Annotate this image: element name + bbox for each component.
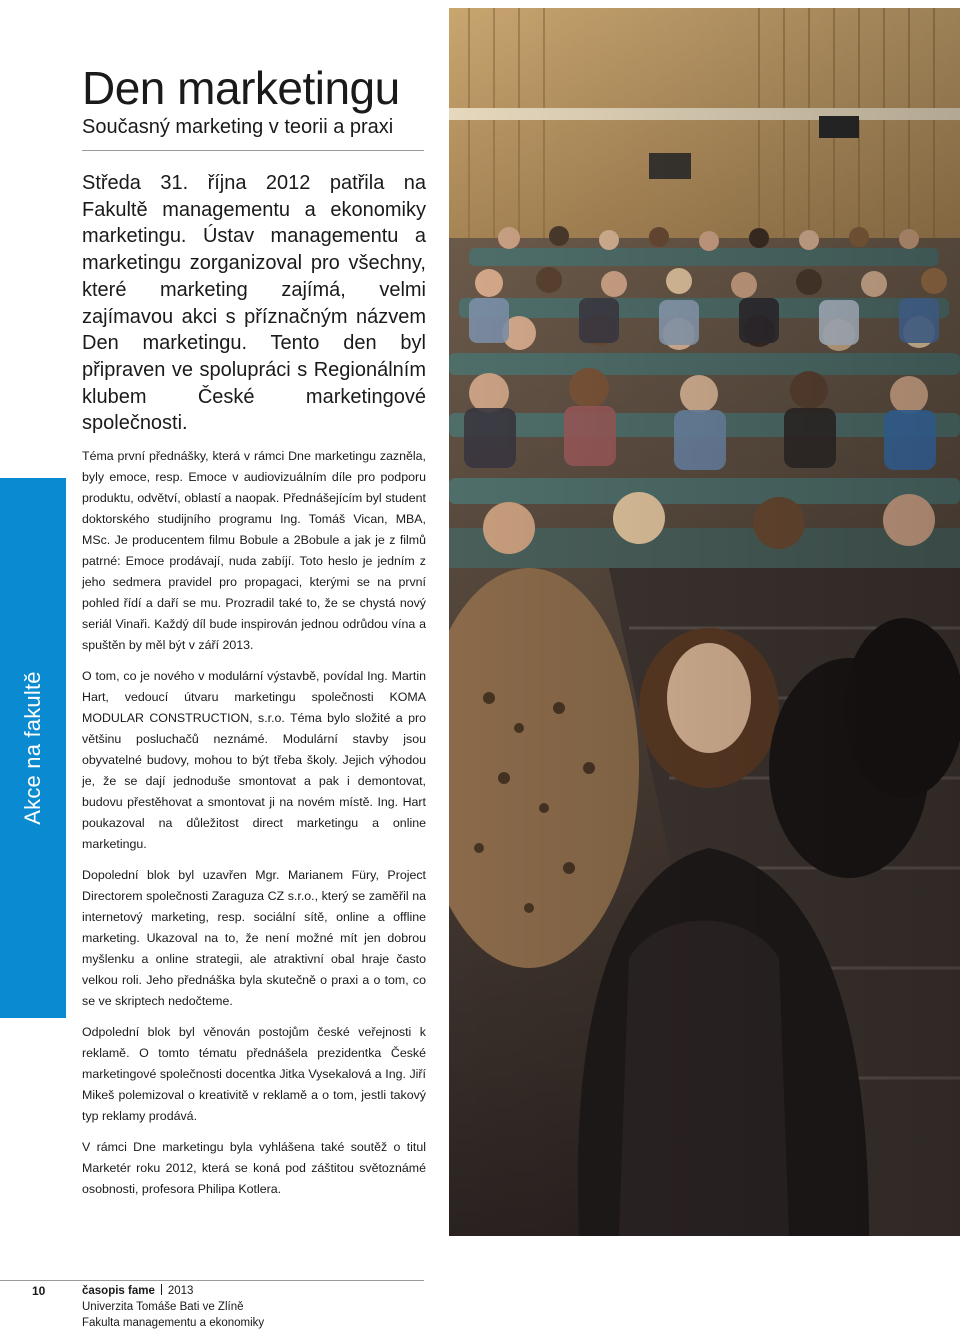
section-tab [0,478,66,1018]
article-body [82,446,426,1210]
body-paragraph: Téma první přednášky, která v rámci Dne marketingu zazněla, byly emoce, resp. Emoce v audiovizuálním díle pro podporu produktu, odvětví, oblastí a naopak. Přednášejícím byl student doktorského studijního programu Ing. Tomáš Vican, MBA, MSc. Je producentem filmu Bobule a 2Bobule a jak je z filmů patrné: Emoce prodávají, nuda zabíjí. Toto heslo je jedním z jeho sedmera pravidel pro propagaci, kterými se na první pohled řídí a daří se mu. Prozradil také to, že se chystá nový seriál Vinaři. Každý díl bude inspirován jednou odrůdou vína a spuštěn by měl být v září 2013. [82,449,426,652]
title-divider [82,150,424,151]
body-paragraph: Dopolední blok byl uzavřen Mgr. Marianem Füry, Project Directorem společnosti Zaraguza CZ s.r.o., který se zaměřil na internetový marketing, resp. sociální sítě, online a offline marketing. Ukazoval na to, že není možné mít jen dobrou myšlenku a online strategii, ale atraktivní obal hraje často velkou roli. Jeho přednáška byla skutečně o praxi a o tom, co se ve skriptech nedočteme. [82,868,426,1008]
body-paragraph: O tom, co je nového v modulární výstavbě, povídal Ing. Martin Hart, vedoucí útvaru marketingu společnosti KOMA MODULAR CONSTRUCTION, s.r.o. Téma bylo složité a pro většinu posluchačů neznámé. Modulární stavby jsou obyvatelné budovy, mohou to být třeba školy. Jejich výhodou je, že se dají jednoduše smontovat a pak i demontovat, budovu přestěhovat a smontovat ji na novém místě. Ing. Hart poukazoval na důležitost direct marketingu a online marketingu. [82,669,426,851]
page-number: 10 [32,1284,46,1298]
lead-paragraph: Středa 31. října 2012 patřila na Fakultě managementu a ekonomiky marketingu. Ústav managementu a marketingu zorganizoval pro všechny, které marketing zajímá, velmi zajímavou akci s příznačným názvem Den marketingu. Tento den byl připraven ve spolupráci s Regionálním klubem České marketingové společnosti. [82,172,426,435]
section-tab-label: Akce na fakultě [20,671,45,825]
footer [82,1283,264,1331]
footer-masthead [82,1283,264,1299]
magazine-year: 2013 [167,1285,194,1297]
footer-divider [0,1280,424,1281]
university-name: Univerzita Tomáše Bati ve Zlíně [82,1301,244,1313]
article-title: Den marketingu [82,62,400,114]
article-subtitle: Současný marketing v teorii a praxi [82,116,394,138]
body-paragraph: V rámci Dne marketingu byla vyhlášena také soutěž o titul Marketér roku 2012, která se koná pod záštitou světoznámé osobnosti, profesora Philipa Kotlera. [82,1140,426,1196]
footer-separator [161,1284,162,1295]
body-paragraph: Odpolední blok byl věnován postojům české veřejnosti k reklamě. O tomto tématu přednášela prezidentka České marketingové společnosti docentka Jitka Vysekalová a Ing. Jiří Mikeš polemizoval o kreativitě v reklamě a o tom, jestli takový typ reklamy prodává. [82,1025,426,1123]
faculty-name: Fakulta managementu a ekonomiky [82,1317,265,1329]
lecture-hall-photo [449,8,960,1236]
magazine-name: časopis fame [82,1285,155,1297]
